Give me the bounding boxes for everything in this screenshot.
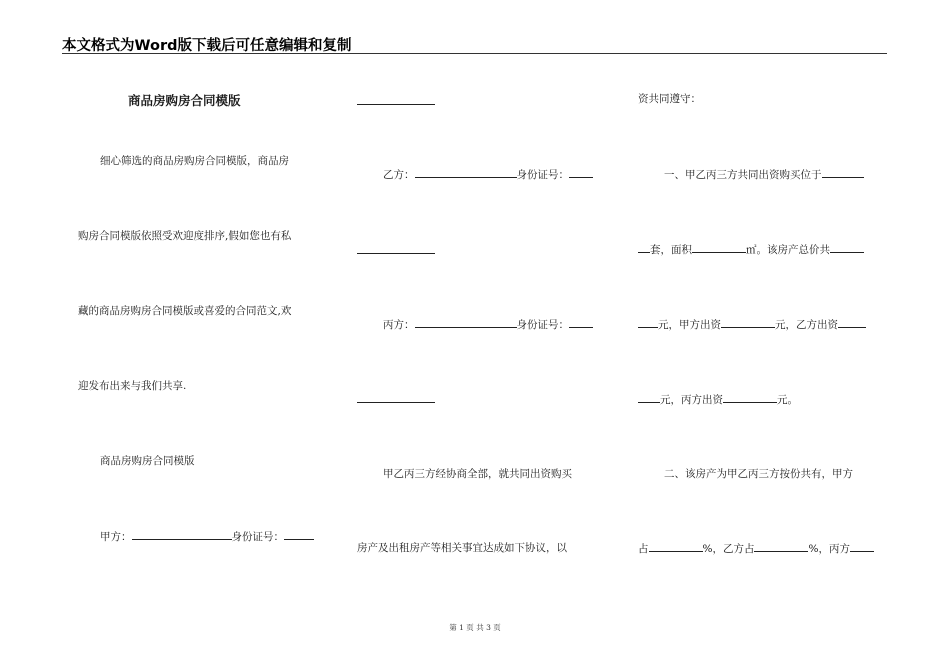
clause-1-text-a: 一、甲乙丙三方共同出资购买位于 [664, 169, 822, 181]
continuation-line: 资共同遵守： [638, 93, 701, 105]
page-footer: 第 1 页 共 3 页 [449, 623, 501, 632]
party-b-id-label: 身份证号： [516, 169, 569, 181]
party-a-name-blank [132, 529, 232, 540]
total-price-blank-cont [638, 317, 658, 328]
party-b-amount-blank [838, 317, 866, 328]
party-a-label: 甲方： [100, 531, 132, 543]
party-b-name-blank [415, 167, 517, 178]
party-a-line [100, 529, 314, 544]
clause-2-text-b2: %，乙方占 [702, 543, 755, 555]
intro-line-2: 购房合同模版依照受欢迎度排序,假如您也有私 [78, 230, 292, 242]
intro-line-4: 迎发布出来与我们共享. [78, 380, 187, 392]
document-title: 商品房购房合同模版 [128, 93, 241, 108]
clause-1-line-1 [664, 167, 864, 182]
agreement-para-line-2: 房产及出租房产等相关事宜达成如下协议，以 [357, 542, 567, 554]
signature-rule-1 [357, 104, 435, 105]
clause-2-text-b3: %，丙方 [808, 543, 850, 555]
party-c-name-blank [415, 317, 517, 328]
party-a-id-blank [284, 529, 314, 540]
header-rule [62, 53, 887, 54]
party-b-id-blank [569, 167, 593, 178]
party-a-share-blank [649, 541, 703, 552]
clause-1-text-d2: 元。 [777, 394, 798, 406]
party-c-label: 丙方： [383, 319, 415, 331]
intro-line-3: 藏的商品房购房合同模版或喜爱的合同范文,欢 [78, 305, 292, 317]
party-c-share-blank [850, 541, 874, 552]
party-a-amount-blank [721, 317, 775, 328]
signature-rule-3 [357, 402, 435, 403]
clause-1-text-d1: 元，丙方出资 [660, 394, 723, 406]
party-a-id-label: 身份证号： [231, 531, 284, 543]
party-c-id-blank [569, 317, 593, 328]
clause-1-text-c1: 元，甲方出资 [658, 319, 721, 331]
party-b-share-blank [754, 541, 808, 552]
clause-1-text-b2: ㎡。该房产总价共 [746, 244, 830, 256]
area-blank [692, 242, 746, 253]
clause-1-text-b1: 套，面积 [650, 244, 692, 256]
clause-1-line-2 [638, 242, 864, 257]
clause-2-text-b1: 占 [638, 543, 649, 555]
subtitle: 商品房购房合同模版 [100, 455, 195, 467]
clause-1-line-3 [638, 317, 866, 332]
intro-line-1: 细心筛选的商品房购房合同模版，商品房 [100, 155, 289, 167]
clause-1-text-c2: 元，乙方出资 [775, 319, 838, 331]
party-c-id-label: 身份证号： [516, 319, 569, 331]
party-c-line [383, 317, 593, 332]
party-b-line [383, 167, 593, 182]
document-header: 本文格式为Word版下载后可任意编辑和复制 [62, 38, 352, 54]
clause-1-line-4 [638, 392, 798, 407]
clause-2-line-2 [638, 541, 874, 556]
party-c-amount-blank [723, 392, 777, 403]
unit-count-blank [638, 242, 650, 253]
location-blank [822, 167, 864, 178]
party-b-amount-blank-cont [638, 392, 660, 403]
agreement-para-line-1: 甲乙丙三方经协商全部，就共同出资购买 [383, 468, 572, 480]
total-price-blank [830, 242, 864, 253]
signature-rule-2 [357, 253, 435, 254]
party-b-label: 乙方： [383, 169, 415, 181]
clause-2-line-1: 二、该房产为甲乙丙三方按份共有，甲方 [664, 468, 853, 480]
